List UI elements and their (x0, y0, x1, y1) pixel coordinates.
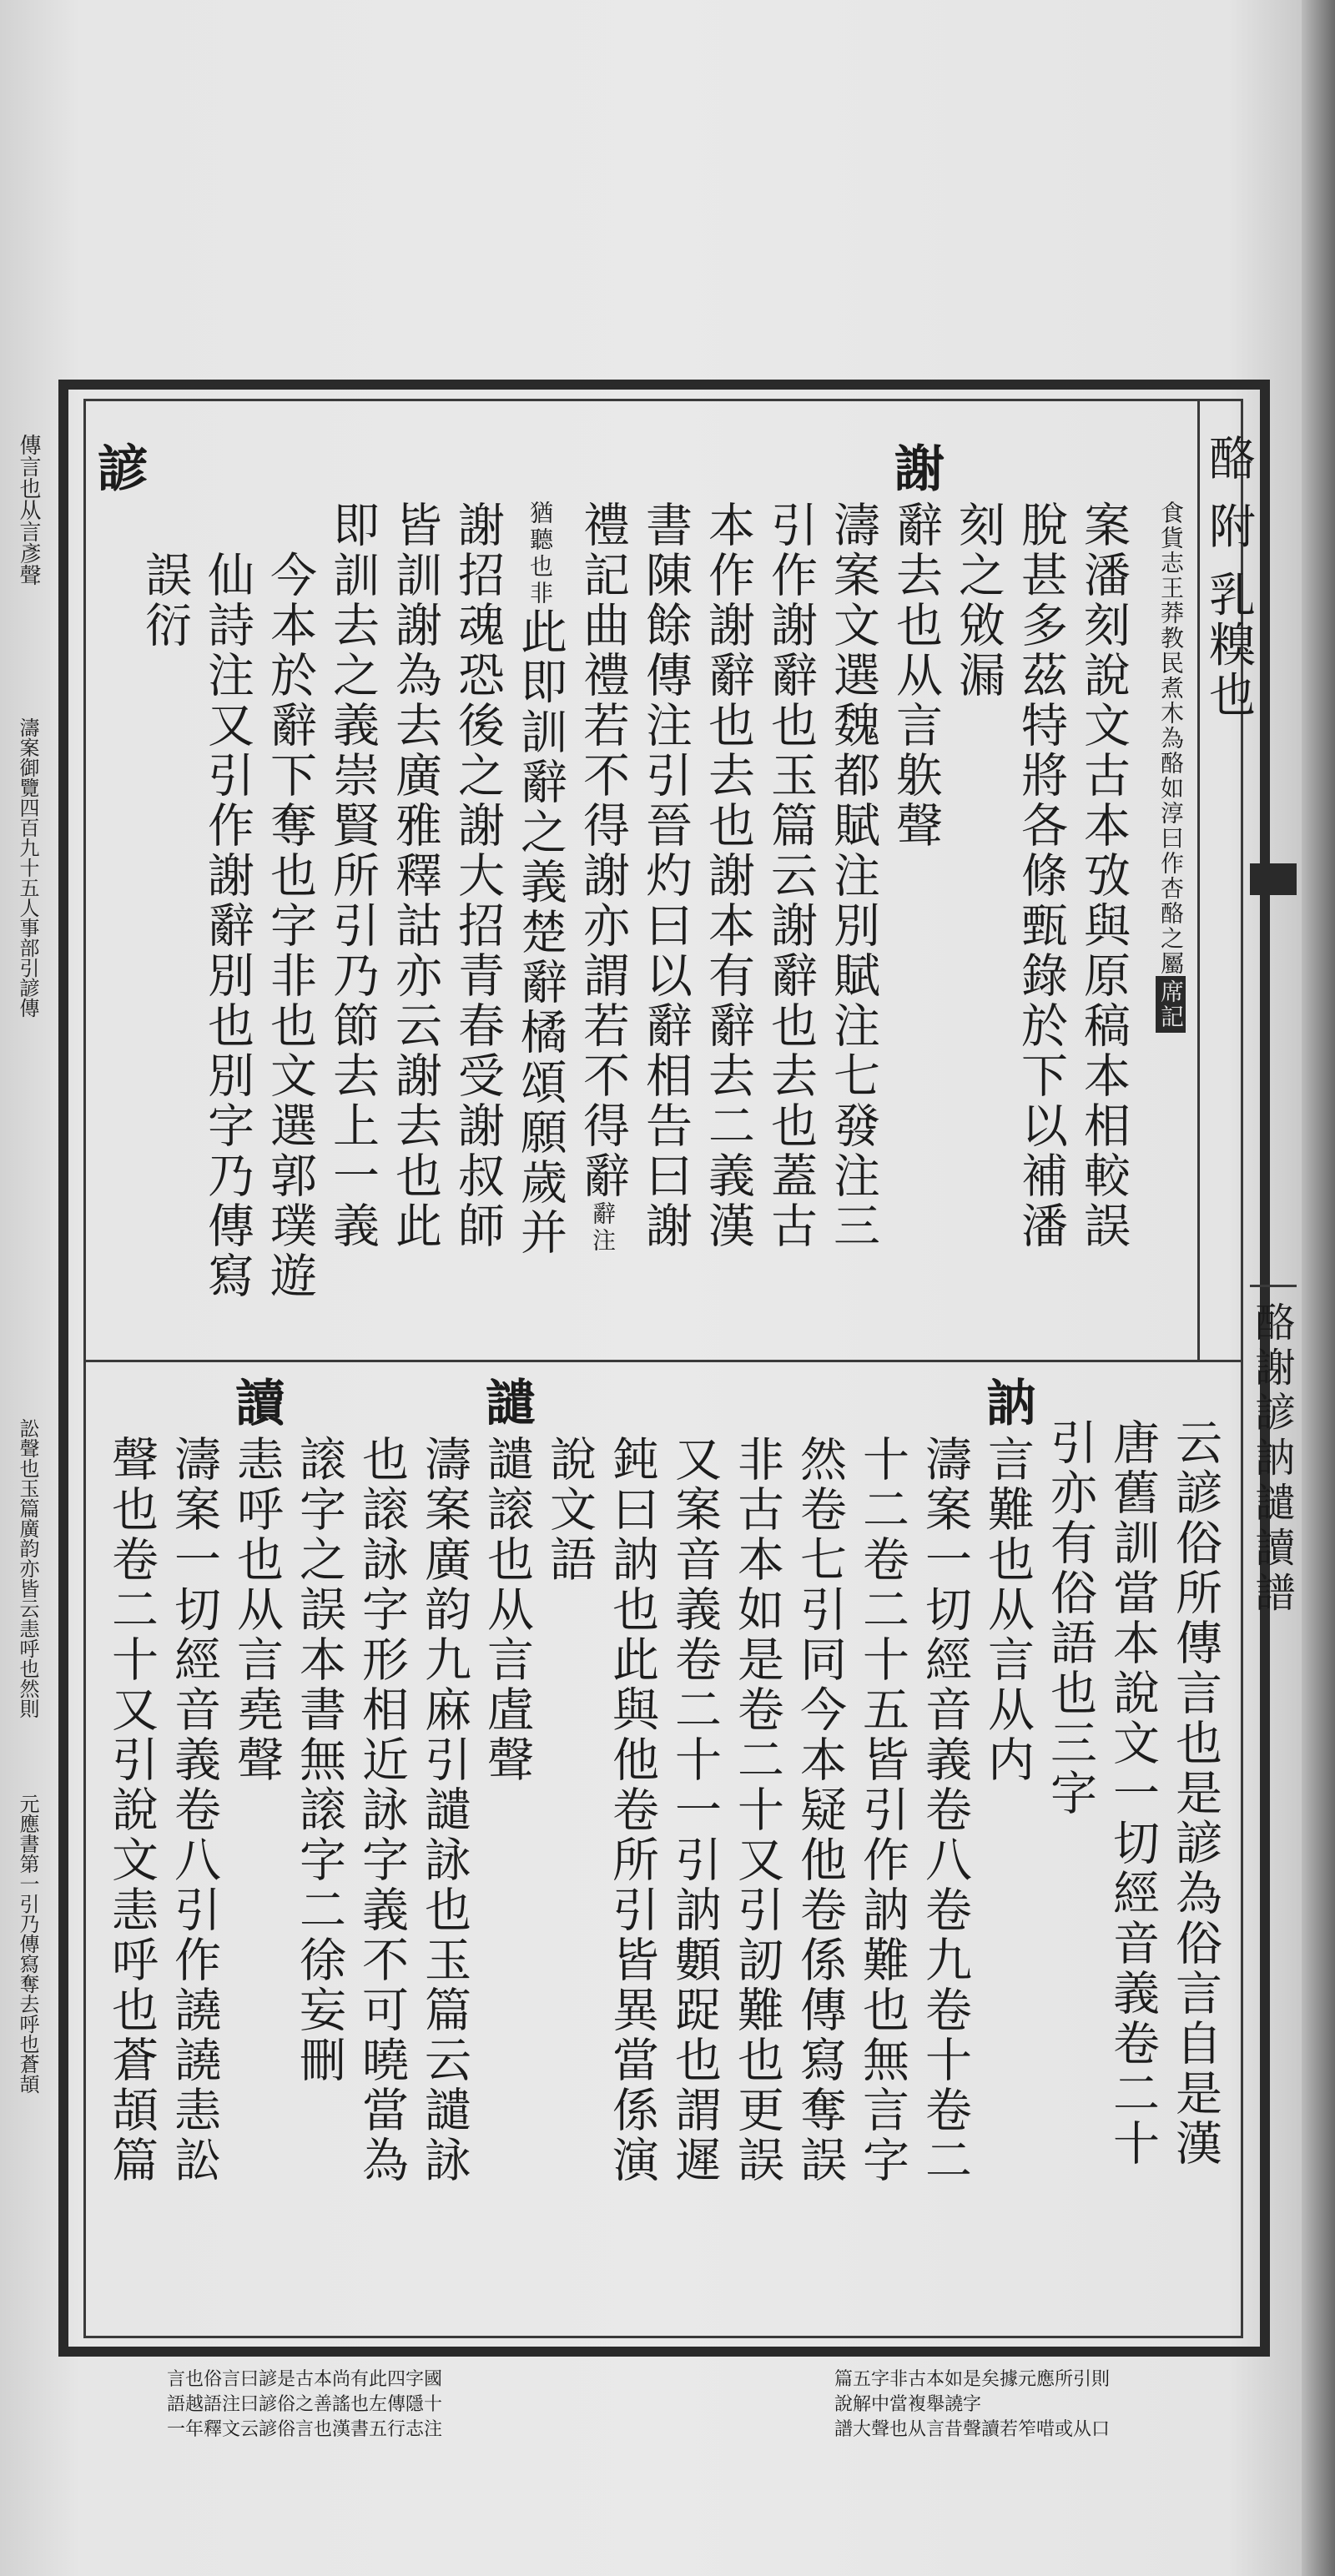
text-column: 辭去也从言䠶聲 (889, 501, 943, 851)
text-column: 案潘刻說文古本攷與原稿本相較誤 (1076, 501, 1131, 1251)
text-run: 禮記曲禮若不得謝亦謂若不得辭 (576, 501, 630, 1201)
text-column: 䜇字之誤本書無䜇字二徐妄刪 (292, 1435, 346, 2085)
text-column: 今本於辭下奪也字非也文選郭璞遊 (263, 551, 317, 1301)
text-column: 書陳餘傳注引晉灼曰以辭相告曰謝 (638, 501, 693, 1251)
entry-head-char: 訥 (978, 1376, 1036, 1430)
text-column: 十二卷二十五皆引作訥難也無言字 (855, 1435, 909, 2186)
header-column-divider (1197, 399, 1200, 1360)
text-column: 也䜇詠字形相近詠字義不可曉當為 (355, 1435, 409, 2186)
text-column: 濤案一切經音義卷八引作譊譊恚訟 (167, 1435, 221, 2186)
continuation-column: 傳言也从言彥聲 (16, 434, 41, 586)
fishtail-mark (1250, 863, 1297, 895)
text-column: 聲也卷二十又引說文恚呼也蒼頡篇 (104, 1435, 159, 2186)
text-column: 云諺俗所傳言也是諺為俗言自是漢 (1168, 1418, 1222, 2169)
header-column: 酪 附 乳糗也 (1202, 434, 1256, 721)
boxed-label: 席記 (1156, 976, 1186, 1033)
text-column: 脫甚多茲特將各條甄錄於下以補潘 (1014, 501, 1068, 1251)
continuation-column: 濤案御覽四百九十五人事部引諺傳 (16, 717, 39, 1018)
inline-note: 唶或从口 (1036, 2419, 1111, 2440)
text-column: 引亦有俗語也三字 (1043, 1418, 1097, 1819)
entry-head-char: 諺 (89, 442, 148, 496)
continuation-row: 語越語注曰諺俗之善謠也左傳隱十 (167, 2394, 443, 2415)
continuation-row: 言也俗言曰諺是古本尚有此四字國 (167, 2369, 443, 2390)
continuation-row: 說解中當複舉譊字 (834, 2394, 982, 2415)
inline-note: 猶聽也非 (526, 501, 554, 607)
text-column: 說文語 (542, 1435, 597, 1585)
text-column: 刻之敓漏 (951, 501, 1005, 701)
text-column: 謝招魂恐後之謝大招青春受謝叔師 (451, 501, 505, 1251)
continuation-row: 篇五字非古本如是矣據元應所引則 (834, 2369, 1111, 2390)
text-column: 濤案文選魏都賦注別賦注七發注三 (826, 501, 880, 1251)
text-column: 非古本如是卷二十又引訒難也更誤 (730, 1435, 784, 2186)
continuation-row: 一年釋文云諺俗言也漢書五行志注 (167, 2419, 443, 2440)
text-column (513, 501, 567, 1258)
entry-head-char: 譜 (834, 2419, 854, 2440)
text-column: 鈍曰訥也此與他卷所引皆異當係演 (605, 1435, 659, 2186)
text-column (576, 501, 629, 1255)
text-column: 唐舊訓當本說文一切經音義卷二十 (1106, 1418, 1160, 2169)
note-text: 食貨志王莽教民煮木為酪如淳曰作杏酪之屬 (1157, 501, 1185, 976)
text-column: 又案音義卷二十一引訥䫫踀也謂遲 (668, 1435, 722, 2186)
book-spine-shadow (1302, 0, 1335, 2576)
text-column: 引作謝辭也玉篇云謝辭也去也蓋古 (763, 501, 818, 1251)
continuation-column: 元應書第一引乃傳寫奪去呼也蒼頡 (16, 1794, 39, 2094)
text-column: 言難也从言从内 (980, 1435, 1035, 1785)
text-column: 恚呼也从言堯聲 (229, 1435, 284, 1785)
text-column: 本作謝辭也去也謝本有辭去二義漢 (701, 501, 755, 1251)
inline-note: 辭注 (589, 1201, 617, 1255)
text-column: 皆訓謝為去廣雅釋詁亦云謝去也此 (388, 501, 442, 1251)
continuation-row (834, 2419, 1110, 2441)
text-run: 大聲也从言昔聲讀若笮 (853, 2419, 1037, 2440)
margin-title: 酪謝諺訥譴讀譜 (1248, 1301, 1295, 1617)
text-column: 仙詩注又引作謝辭別也別字乃傳寫 (200, 551, 254, 1301)
text-column: 譴䜇也从言虘聲 (480, 1435, 534, 1785)
entry-head-char: 譴 (477, 1376, 536, 1430)
text-column: 然卷七引同今本疑他卷係傳寫奪誤 (793, 1435, 847, 2186)
entry-head-char: 謝 (886, 442, 945, 496)
text-column: 即訓去之義崇賢所引乃節去上一義 (325, 501, 380, 1251)
text-column: 濤案一切經音義卷八卷九卷十卷二 (918, 1435, 972, 2186)
text-column: 誤衍 (138, 551, 192, 651)
text-run: 此即訓辭之義楚辭橘頌願歲并 (513, 607, 567, 1258)
middle-divider (83, 1360, 1243, 1362)
note-column (1156, 501, 1186, 1033)
entry-head-char: 讀 (227, 1376, 285, 1430)
margin-divider (1250, 1285, 1297, 1287)
continuation-column: 訟聲也玉篇廣韵亦皆云恚呼也然則 (16, 1418, 39, 1718)
text-column: 濤案廣韵九麻引譴詠也玉篇云譴詠 (417, 1435, 471, 2186)
